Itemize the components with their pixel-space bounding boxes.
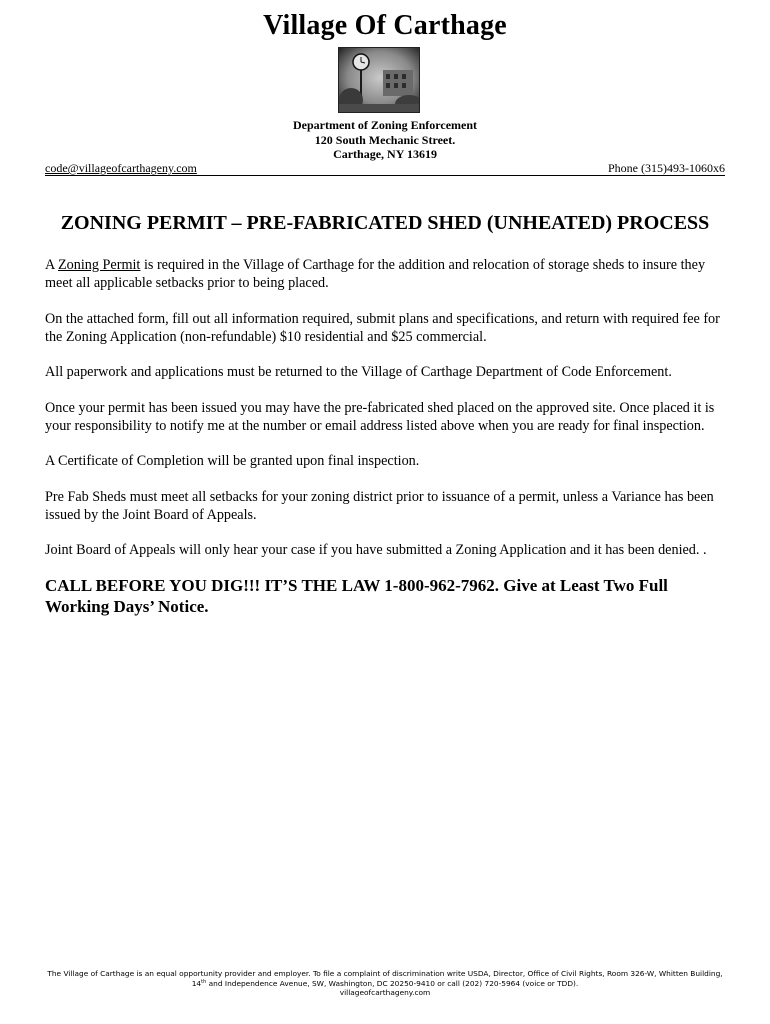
para1-prefix: A <box>45 257 59 273</box>
paragraph-certificate: A Certificate of Completion will be granted upon final inspection. <box>45 453 420 469</box>
footer-line1-sup: th <box>201 978 207 985</box>
paragraph-setbacks: Pre Fab Sheds must meet all setbacks for your zoning district prior to issuance of a permit, unless a Variance has been issued by the Joint Board of Appeals. <box>45 488 714 523</box>
footer-line1-end: and Independence Avenue, SW, Washington, DC 20250-9410 or call (202) 720-5964 (voice or TDD). <box>206 978 579 988</box>
footer-website[interactable]: villageofcarthageny.com <box>339 988 431 997</box>
paragraph-paperwork: All paperwork and applications must be returned to the Village of Carthage Department of Code Enforcement. <box>45 364 672 380</box>
zoning-permit-link[interactable]: Zoning Permit <box>58 257 141 273</box>
clock-tower-photo-graphic <box>339 48 420 113</box>
equal-opportunity-statement <box>40 969 730 988</box>
phone-number: Phone (315)493-1060x6 <box>608 161 725 175</box>
paragraph-zoning-permit <box>45 256 730 292</box>
department-address-block <box>0 118 770 162</box>
call-before-you-dig-notice: CALL BEFORE YOU DIG!!! IT’S THE LAW 1-800-962-7962. Give at Least Two Full Working Days’ Notice. <box>45 575 668 616</box>
contact-line <box>45 160 725 176</box>
village-title: Village Of Carthage <box>263 10 507 41</box>
paragraph-attached-form: On the attached form, fill out all information required, submit plans and specifications, and return with required fee for the Zoning Application (non-refundable) $10 residential and $25 commercial. <box>45 310 720 345</box>
department-name: Department of Zoning Enforcement <box>292 118 478 132</box>
footer-line1: The Village of Carthage is an equal opportunity provider and employer. To file a complaint of discrimination write USDA, Director, Office of Civil Rights, Room 326-W, Whitten Building, 14 <box>47 969 723 988</box>
document-body <box>45 256 730 635</box>
paragraph-joint-board: Joint Board of Appeals will only hear your case if you have submitted a Zoning Application and it has been denied. . <box>45 542 707 558</box>
street-address: 120 South Mechanic Street. <box>314 132 456 147</box>
footer-disclaimer <box>40 969 730 998</box>
clock-tower-photo <box>338 47 420 113</box>
email-link[interactable]: code@villageofcarthageny.com <box>45 161 197 175</box>
city-state-zip: Carthage, NY 13619 <box>333 147 437 161</box>
paragraph-permit-issued: Once your permit has been issued you may have the pre-fabricated shed placed on the approved site. Once placed it is your responsibility to notify me at the number or email address listed above when you are ready for final inspection. <box>45 399 715 434</box>
para1-rest: is required in the Village of Carthage for the addition and relocation of storage sheds to insure they meet all applicable setbacks prior to being placed. <box>45 257 706 291</box>
document-heading: ZONING PERMIT – PRE-FABRICATED SHED (UNHEATED) PROCESS <box>60 212 710 234</box>
